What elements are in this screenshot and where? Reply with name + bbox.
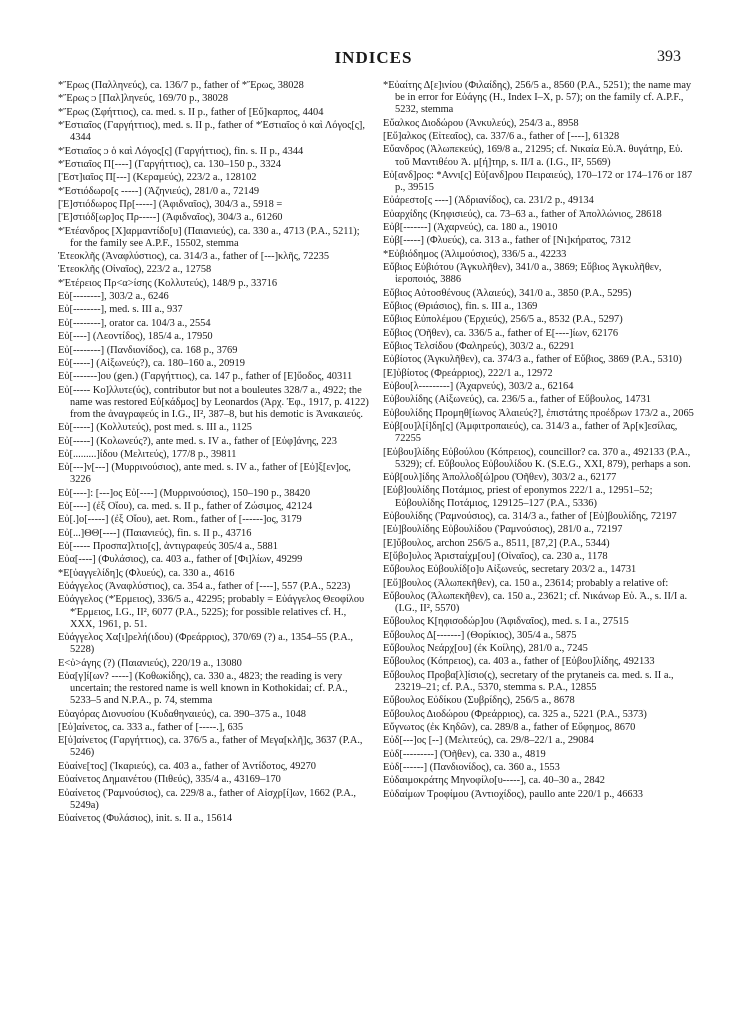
index-entry: *Ἔρως (Σφήττιος), ca. med. s. II p., father of [Εὔ]καρπος, 4404 <box>58 106 324 118</box>
index-entry: Εὐβίοτος (Ἀγκυλῆθεν), ca. 374/3 a., father of Εὔβιος, 3869 (P.A., 5310) <box>383 354 682 366</box>
left-column <box>58 80 371 1010</box>
index-entry: Εὐάγγελος (Ἀναφλύστιος), ca. 354 a., father of [----], 557 (P.A., 5223) <box>58 581 351 593</box>
index-entry: [Εὐ]αίνετος, ca. 333 a., father of [-----.], 635 <box>58 721 244 733</box>
index-entry: Εὐβ[-------] (Ἀχαρνεύς), ca. 180 a., 19010 <box>383 222 558 234</box>
index-entry: Εὐα[----] (Φυλάσιος), ca. 403 a., father of [Φι]λίων, 49299 <box>58 554 303 566</box>
index-entry: Εὔβουλος Προβα[λ]ίσιο(ς), secretary of the prytaneis ca. med. s. II a., 23219–21; cf. P.A., 5370, stemma s. P.A., 12855 <box>383 669 674 693</box>
index-entry: Εὐαίνε[τος] (Ἰκαριεύς), ca. 403 a., father of Ἀντίδοτος, 49270 <box>58 760 316 772</box>
index-entry: Εὐ[.........]ίδου (Μελιτεύς), 177/8 p., 39811 <box>58 448 237 460</box>
index-entry: Εὐ[----- Προσπα]λτιο[ς], ἀντιγραφεύς 305/4 a., 5881 <box>58 541 278 553</box>
index-entry: [Ε]ὐβίοτος (Φρεάρριος), 222/1 a., 12972 <box>383 367 553 379</box>
index-entry: Εὐβουλίδης (Αἰξωνεύς), ca. 236/5 a., father of Εὔβουλος, 14731 <box>383 394 652 406</box>
index-entry: Εὐαγόρας Διονυσίου (Κυδαθηναιεύς), ca. 390–375 a., 1048 <box>58 708 306 720</box>
index-entry: *Εὐαίτης Δ[ε]ινίου (Φιλαίδης), 256/5 a., 8560 (P.A., 5251); the name may be in error for Εὐάγης (H., Index I–X, p. 57); on the family cf. A.P.F., 5232, stemma <box>383 80 692 116</box>
index-entry: Εὐ[ανδ]ρος: *Αννι[ς] Εὐ[ανδ]ρου Πειραιεύς), 170–172 or 174–176 or 187 p., 39515 <box>383 169 693 193</box>
index-entry: Εὐ[----]: [---]ος Εὐ[----] (Μυρρινούσιος), 150–190 p., 38420 <box>58 487 311 499</box>
index-entry: Εὐδ[------] (Πανδιονίδος), ca. 360 a., 1553 <box>383 762 560 773</box>
index-entry: Εὐδ[---]ος [--] (Μελιτεύς), ca. 29/8–22/1 a., 29084 <box>383 735 594 747</box>
index-entry: Εὐ[----] (Λεοντίδος), 185/4 a., 17950 <box>58 331 213 343</box>
index-entry: [Ἑστ]ιαῖος Π[---] (Κεραμεύς), 223/2 a., 128102 <box>58 172 257 184</box>
index-entry: Εὐ[-----] (Κολλυτεύς), post med. s. III a., 1125 <box>58 422 252 434</box>
index-entry: *Ἑστιαῖος ᴐ ὁ καὶ Λόγος[ς] (Γαργήττιος), fin. s. II p., 4344 <box>58 145 304 157</box>
index-entry: Εὐ[--------] (Πανδιονίδος), ca. 168 p., 3769 <box>58 344 238 356</box>
index-entry: Εὐ[-----] (Αἰξωνεύς?), ca. 180–160 a., 20919 <box>58 357 245 369</box>
index-entry: Εὐ[-------]ου (gen.) (Γαργήττιος), ca. 147 p., father of [Ε]ὔοδος, 40311 <box>58 371 353 383</box>
index-entry: Εὔβουλος (Ἀλωπεκῆθεν), ca. 150 a., 23621; cf. Νικάνωρ Εὐ. Ἀ., s. II/I a. (I.G., II², 5570) <box>383 590 688 615</box>
index-entry: *Ἔρως ᴐ [Παλ]ληνεύς, 169/70 p., 38028 <box>58 93 229 105</box>
index-entry: Εὐβ[ουλ]ίδης Ἀπολλοδ[ώ]ρου (Ὀῆθεν), 303/2 a., 62177 <box>383 472 617 483</box>
index-entry: *Ε[ὐαγγελίδη]ς (Φλυεύς), ca. 330 a., 4616 <box>58 567 235 579</box>
index-entry: Εὐ[----] (ἐξ Οἴου), ca. med. s. II p., father of Ζώσιμος, 42124 <box>58 501 313 513</box>
index-columns <box>58 80 696 1010</box>
index-entry: *Ἑστιόδωρο[ς -----] (Ἀζηνιεύς), 281/0 a., 72149 <box>58 185 260 197</box>
index-entry: Εὔγνωτος (ἐκ Κηδῶν), ca. 289/8 a., father of Εὔφημος, 8670 <box>383 721 636 733</box>
index-entry: Εὐαρχίδης (Κηφισιεύς), ca. 73–63 a., father of Ἀπολλώνιος, 28618 <box>383 208 662 220</box>
index-entry: Εὐδαιμοκράτης Μηνοφίλο[υ-----], ca. 40–30 a., 2842 <box>383 775 605 787</box>
index-entry: [Εὐ]βουλίδης Εὐβουλίδου (Ῥαμνούσιος), 281/0 a., 72197 <box>383 524 623 536</box>
index-entry: Εὐα[γ]ί[ων? -----] (Κοθωκίδης), ca. 330 a., 4823; the reading is very uncertain; the restored name is well known in Kothokidai; cf. P.A., 5233–5 and N.P.A., p. 74, stemma <box>58 670 348 707</box>
index-entry: Εὔβιος Τελσίδου (Φαληρεύς), 303/2 a., 62291 <box>383 340 575 352</box>
index-entry: Εὐάγγελος Χα[ι]ρελή(ιδου) (Φρεάρριος), 370/69 (?) a., 1354–55 (P.A., 5228) <box>58 632 353 656</box>
index-entry: [Ἑ]στιόδ[ωρ]ος Πρ-----] (Ἀφιδναῖος), 304/3 a., 61260 <box>58 212 283 224</box>
index-entry: Εὐάγγελος (*Ἑρμειος), 336/5 a., 42295; probably = Εὐάγγελος Θεοφίλου *Ἑρμειος, I.G., II², 6077 (P.A., 5225); for possible relatives cf. H., XXX, 1961, p. 51. <box>58 594 365 630</box>
index-entry: *Ἐτέανδρος [Χ]αρμαντίδο[υ] (Παιανιεύς), ca. 330 a., 4713 (P.A., 5211); for the family see A.P.F., 15502, stemma <box>58 225 360 249</box>
index-entry: Εὔβιος Εὐπολέμου (Ἐρχιεύς), 256/5 a., 8532 (P.A., 5297) <box>383 314 623 326</box>
page-title: INDICES <box>334 48 413 67</box>
index-entry: Εὔβουλος (Κόπρειος), ca. 403 a., father of [Εὐβου]λίδης, 492133 <box>383 656 655 668</box>
index-entry: Εὔβουλος Νεάρχ[ου] (ἐκ Κοίλης), 281/0 a., 7245 <box>383 643 588 655</box>
index-entry: *Ἑστιαῖος (Γαργήττιος), med. s. II p., father of *Ἑστιαῖος ὁ καὶ Λόγος[ς], 4344 <box>58 120 365 144</box>
index-entry: Εὐαίνετος (Ῥαμνούσιος), ca. 229/8 a., father of Αἰσχρ[ί]ων, 1662 (P.A., 5249a) <box>58 787 357 811</box>
index-entry: Εὐ[--------], 303/2 a., 6246 <box>58 291 169 303</box>
index-entry: *Ἔρως (Παλληνεύς), ca. 136/7 p., father of *Ἔρως, 38028 <box>58 80 304 91</box>
index-entry: Εὐ[...]ΘΘ[----] (Παιανιεύς), fin. s. II p., 43716 <box>58 527 252 539</box>
right-column <box>383 80 696 1010</box>
index-entry: [Εὔ]αλκος (Εἰτεαῖος), ca. 337/6 a., father of [----], 61328 <box>383 131 620 142</box>
index-entry: Εὔανδρος (Ἀλωπεκεύς), 169/8 a., 21295; cf. Νικαία Εὐ.Ἀ. θυγάτηρ, Εὐ. τοῦ Μαντιθέου Ἀ. μ[ή]τηρ, s. II/I a. (I.G., II², 5569) <box>383 144 683 168</box>
index-entry: [Ε]ὔβουλος, archon 256/5 a., 8511, [87,2] (P.A., 5344) <box>383 537 610 549</box>
index-entry: Εὐάρεστο[ς ----] (Ἀδριανίδος), ca. 231/2 p., 49134 <box>383 195 594 207</box>
index-entry: Εὐδαίμων Τροφίμου (Ἀντιοχίδος), paullo ante 220/1 p., 46633 <box>383 788 643 800</box>
index-entry: Εὔαλκος Διοδώρου (Ἀνκυλεύς), 254/3 a., 8958 <box>383 117 579 129</box>
index-entry: Εὔβουλος Δ[-------] (Θορίκιος), 305/4 a., 5875 <box>383 629 577 641</box>
index-entry: Εὔβιος Αὐτοσθένους (Ἁλαιεύς), 341/0 a., 3850 (P.A., 5295) <box>383 287 632 299</box>
index-entry: Εὐ[.]ο[-----] (ἐξ Οἴου), aet. Rom., father of [------]ος, 3179 <box>58 514 302 526</box>
index-entry: Εὔβιος (Ὀῆθεν), ca. 336/5 a., father of Ε[----]ίων, 62176 <box>383 327 619 339</box>
index-entry: Εὐβουλίδης (Ῥαμνούσιος), ca. 314/3 a., father of [Εὐ]βουλίδης, 72197 <box>383 510 677 522</box>
index-entry: Ἐτεοκλῆς (Οἰναῖος), 223/2 a., 12758 <box>58 264 212 276</box>
index-entry: Εὐ[---]ν[---] (Μυρρινούσιος), ante med. s. IV a., father of [Εὐ]ξ[εν]ος, 3226 <box>58 462 351 486</box>
index-entry: Εὐαίνετος Δημαινέτου (Πιθεύς), 335/4 a., 43169–170 <box>58 774 281 786</box>
page-header <box>58 48 689 72</box>
index-entry: Εὐ[--------], med. s. III a., 937 <box>58 304 183 316</box>
index-entry: Εὐβ[-----] (Φλυεύς), ca. 313 a., father of [Νι]κήρατος, 7312 <box>383 235 631 247</box>
index-entry: Εὐβ[ου]λ[ί]δη[ς] (Ἀμφιτροπαιεύς), ca. 314/3 a., father of Ἀρ[κ]εσίλας, 72255 <box>383 421 678 445</box>
index-entry: Εὐβουλίδης Προμηθ[ίωνος Ἁλαιεύς?], ἐπιστάτης προέδρων 173/2 a., 2065 <box>383 407 694 419</box>
index-entry: Εὐβου[λ---------] (Ἀχαρνεύς), 303/2 a., 62164 <box>383 380 574 392</box>
index-entry: Εὐ[--------], orator ca. 104/3 a., 2554 <box>58 317 211 329</box>
index-entry: *Ἑστιαῖος Π[----] (Γαργήττιος), ca. 130–150 p., 3324 <box>58 158 281 170</box>
index-entry: [Ἑ]στιόδωρος Πρ[-----] (Ἀφιδναῖος), 304/3 a., 5918 = <box>58 198 283 210</box>
index-entry: Εὔβουλος Διοδώρου (Φρεάρριος), ca. 325 a., 5221 (P.A., 5373) <box>383 708 647 720</box>
index-entry: Εὐδ[---------] (Ὀῆθεν), ca. 330 a., 4819 <box>383 748 546 760</box>
index-entry: Ἐτεοκλῆς (Ἀναφλύστιος), ca. 314/3 a., father of [---]κλῆς, 72235 <box>58 251 330 263</box>
index-entry: [Εὔ]βουλος (Ἀλωπεκῆθεν), ca. 150 a., 23614; probably a relative of: <box>383 577 669 589</box>
index-entry: Εὐαίνετος (Φυλάσιος), init. s. II a., 15614 <box>58 813 233 824</box>
index-entry: Εὔβουλος Εὐβουλίδ[ο]υ Αἰξωνεύς, secretary 203/2 a., 14731 <box>383 564 637 576</box>
index-entry: *Εὐβιόδημος (Ἁλιμούσιος), 336/5 a., 42233 <box>383 248 567 260</box>
index-entry: Εὔβιος Εὐβιότου (Ἀγκυλῆθεν), 341/0 a., 3869; Εὔβιος Ἀγκυλῆθεν, ἱεροποιός, 3886 <box>383 262 662 286</box>
index-entry: Εὔβουλος Εὐδίκου (Συβρίδης), 256/5 a., 8678 <box>383 695 575 707</box>
index-entry: Εὐ[----- Κο]λλυτε(ύς), contributor but not a bouleutes 328/7 a., 4922; the name was restored Εὐ[κάδμος] by Leonardos (Ἀρχ. Ἐφ., 1917, p. 4122) from the ἀναγραφεύς in I.G., II², 387–8, but his demotic is Ἀνακαιεύς. <box>58 384 369 420</box>
index-entry: Ε[ὐ]αίνετος (Γαργήττιος), ca. 376/5 a., father of Μεγα[κλῆ]ς, 3637 (P.A., 5246) <box>58 735 363 759</box>
index-entry: Εὐ[-----] (Κολωνεύς?), ante med. s. IV a., father of [Εὐφ]άνης, 223 <box>58 435 337 447</box>
page-number: 393 <box>657 48 681 65</box>
index-entry: *Ἐτέρειος Πρ<α>ίσης (Κολλυτεύς), 148/9 p., 33716 <box>58 277 278 289</box>
index-entry: Ε<ὐ>άγης (?) (Παιανιεύς), 220/19 a., 13080 <box>58 657 242 669</box>
index-entry: [Εὐβ]ουλίδης Ποτάμιος, priest of eponymos 222/1 a., 12951–52; Εὐβουλίδης Ποτάμιος, 129125–127 (P.A., 5336) <box>383 485 653 509</box>
index-entry: [Εὐβου]λίδης Εὐβούλου (Κόπρειος), councillor? ca. 370 a., 492133 (P.A., 5329); cf. Εὔβουλος Εὐβουλίδου Κ. (S.E.G., XXI, 879), perhaps a son. <box>383 446 691 470</box>
index-entry: Εὔβιος (Θριάσιος), fin. s. III a., 1369 <box>383 300 538 312</box>
index-entry: Ε[ὔβο]υλος Ἀρισταίχμ[ου] (Οἰναῖος), ca. 230 a., 1178 <box>383 550 608 562</box>
index-entry: Εὔβουλος Κ[ηφισοδώρ]ου (Ἀφιδναῖος), med. s. I a., 27515 <box>383 616 629 628</box>
